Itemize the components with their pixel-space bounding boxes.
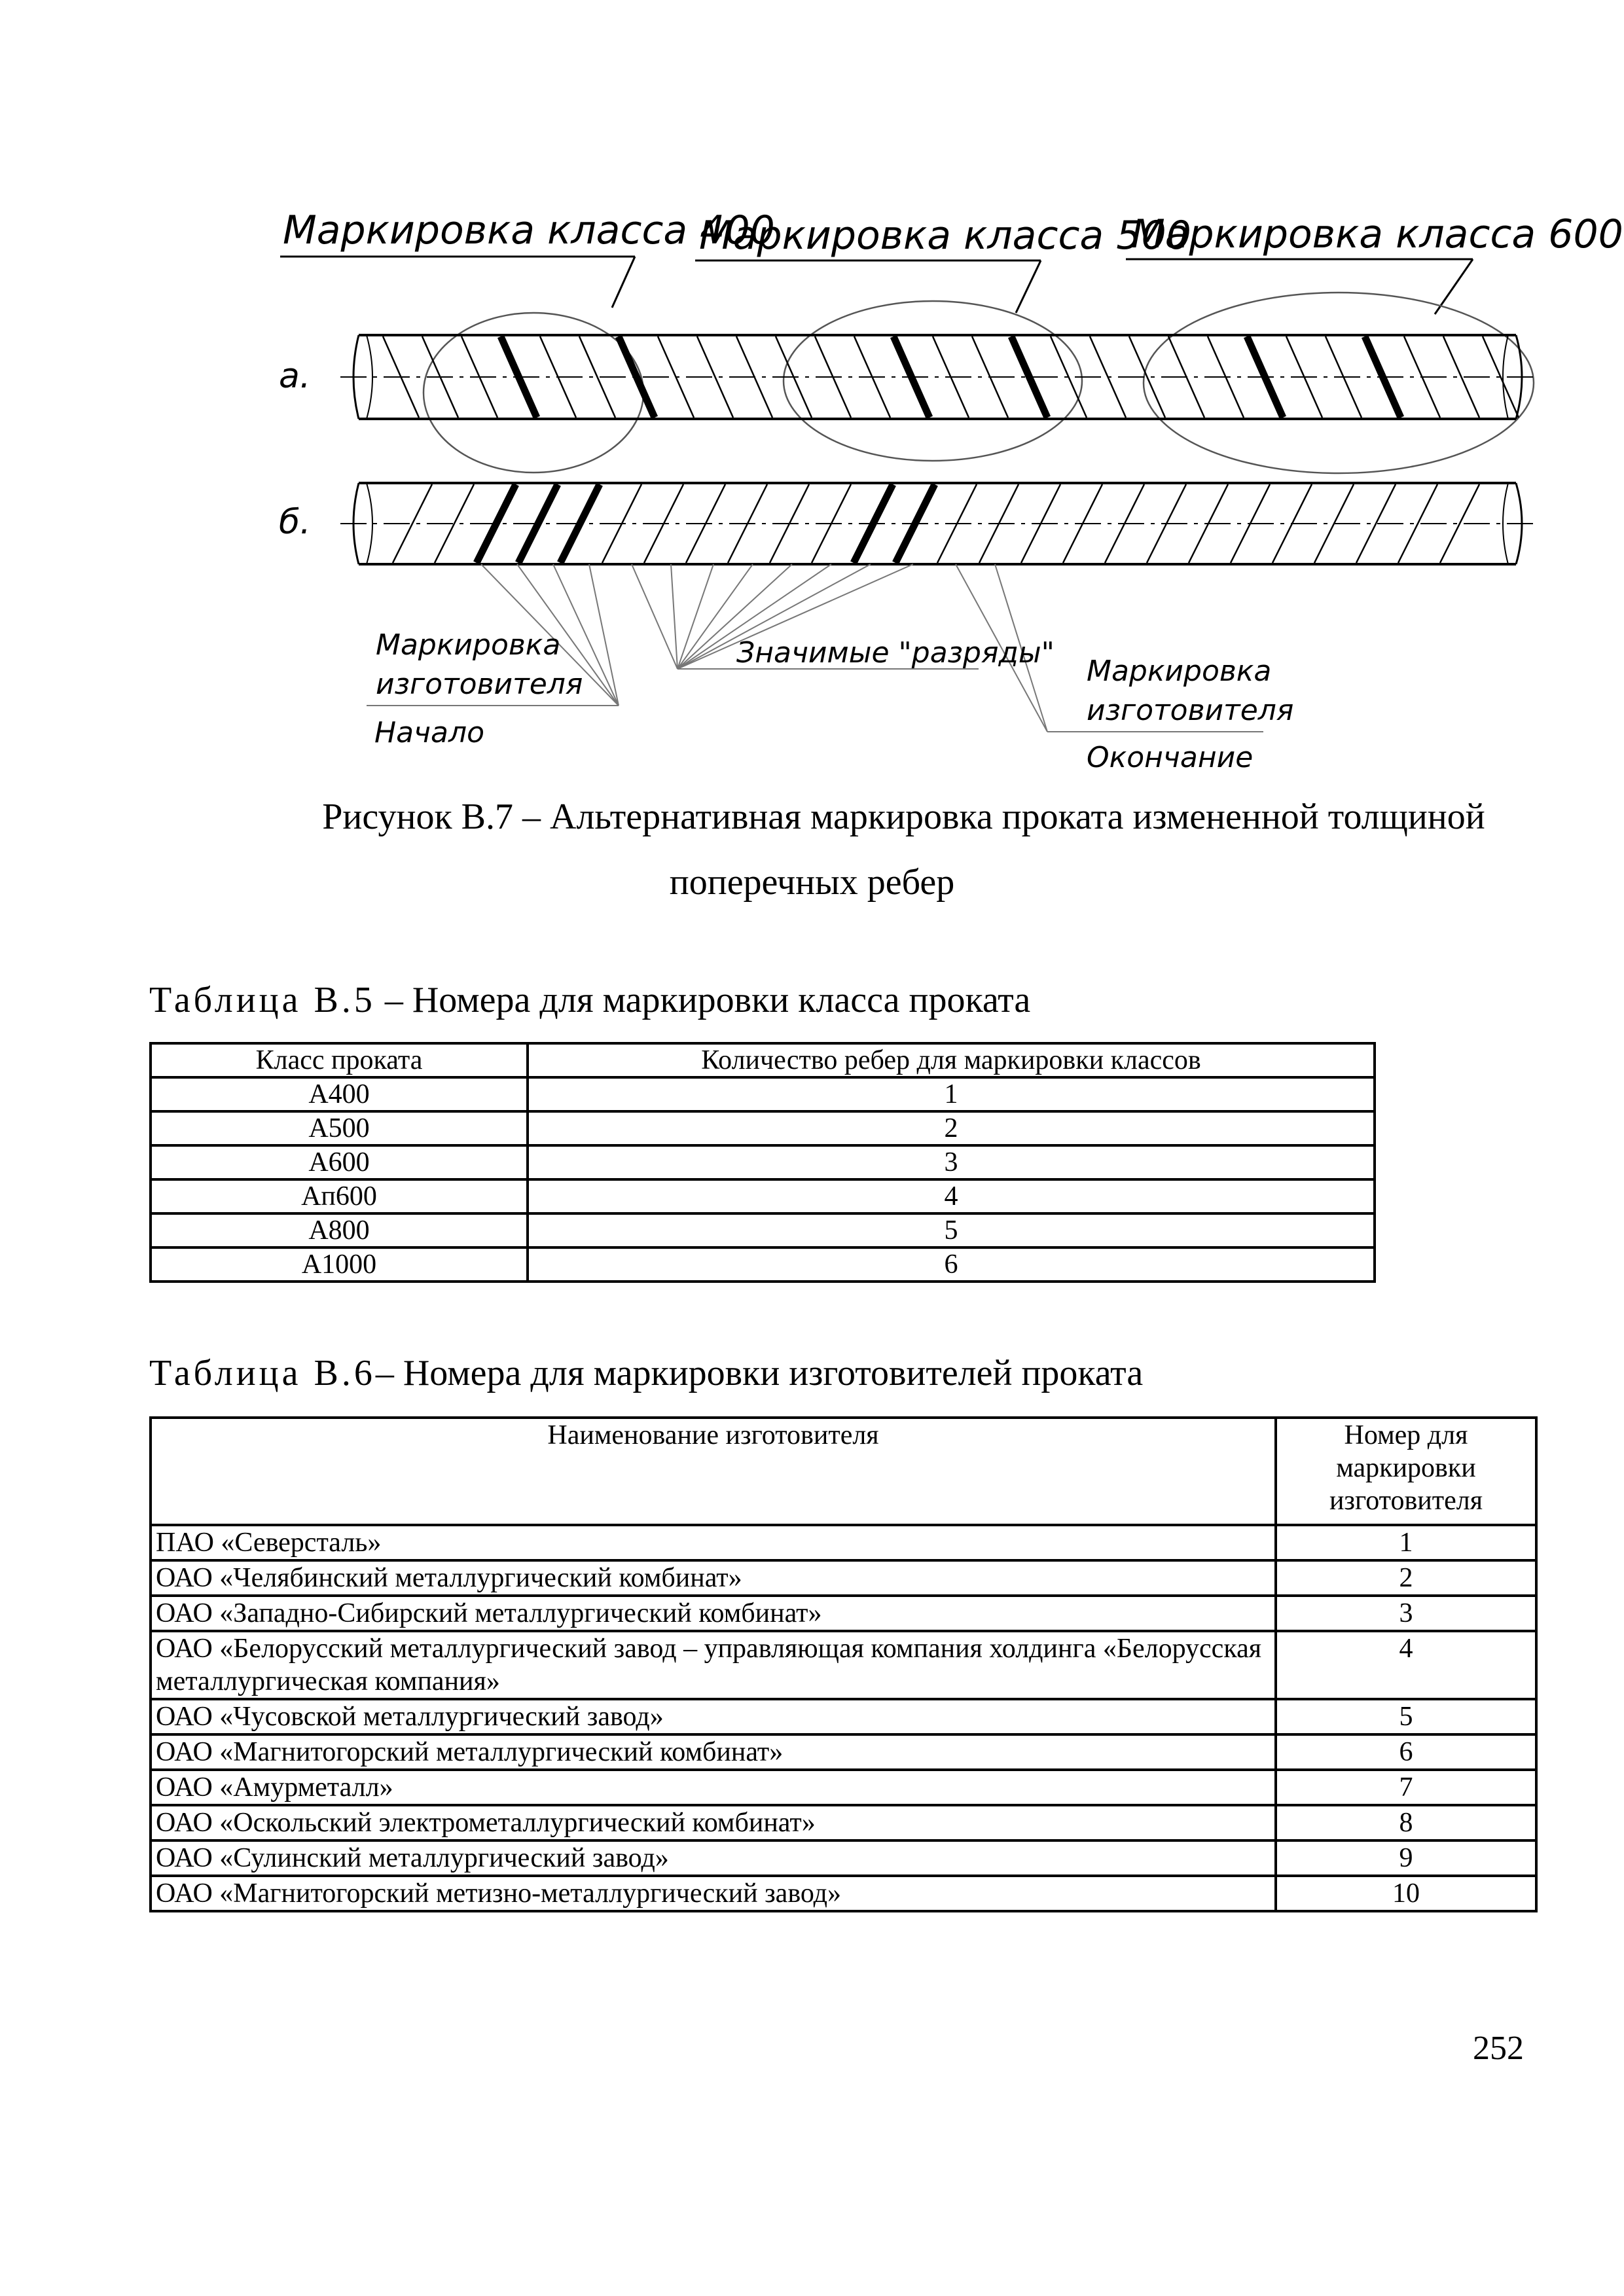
table-row — [151, 1734, 1536, 1770]
rebar-b — [340, 483, 1538, 564]
table-row — [151, 1805, 1536, 1840]
table-row — [151, 1560, 1536, 1596]
row-label-b: б. — [279, 503, 311, 542]
table5-ribs-cell: 5 — [528, 1213, 1375, 1247]
table-row — [151, 1145, 1375, 1179]
table6-title-label: Таблица В.6 — [149, 1353, 376, 1393]
table5-title — [149, 982, 1030, 1018]
table5-header-class: Класс проката — [151, 1043, 528, 1077]
table5-title-label: Таблица В.5 — [149, 980, 376, 1020]
class-600-highlight — [1144, 293, 1534, 473]
table6-name-cell: ОАО «Белорусский металлургический завод – управляющая компания холдинга «Белорусская металлургическая компания» — [151, 1631, 1276, 1699]
table-header-row — [151, 1043, 1375, 1077]
table6-number-cell: 1 — [1276, 1525, 1536, 1560]
label-manufacturer-end-1: Маркировка — [1087, 655, 1272, 688]
table-row — [151, 1247, 1375, 1282]
rebar-marking-figure — [0, 0, 1624, 798]
table6-name-cell: ОАО «Западно-Сибирский металлургический комбинат» — [151, 1596, 1276, 1631]
table6-name-cell: ОАО «Оскольский электрометаллургический комбинат» — [151, 1805, 1276, 1840]
table6-name-cell: ОАО «Магнитогорский метизно-металлургический завод» — [151, 1876, 1276, 1911]
table5-ribs-cell: 4 — [528, 1179, 1375, 1213]
table-row — [151, 1876, 1536, 1911]
table-row — [151, 1699, 1536, 1734]
table5-title-text: – Номера для маркировки класса проката — [375, 980, 1031, 1020]
rebar-a — [340, 335, 1538, 419]
table-row — [151, 1111, 1375, 1145]
table5-ribs-cell: 3 — [528, 1145, 1375, 1179]
table6-number-cell: 4 — [1276, 1631, 1536, 1699]
table6-number-cell: 10 — [1276, 1876, 1536, 1911]
table5-class-cell: А500 — [151, 1111, 528, 1145]
table6-header-number: Номер для маркировки изготовителя — [1276, 1418, 1536, 1525]
table6-name-cell: ОАО «Чусовской металлургический завод» — [151, 1699, 1276, 1734]
table6-name-cell: ОАО «Сулинский металлургический завод» — [151, 1840, 1276, 1876]
label-manufacturer-end-2: изготовителя — [1087, 694, 1294, 727]
table5-ribs-cell: 2 — [528, 1111, 1375, 1145]
table6-number-cell: 3 — [1276, 1596, 1536, 1631]
class-400-highlight — [424, 313, 643, 473]
row-label-a: а. — [279, 357, 311, 396]
table-header-row — [151, 1418, 1536, 1525]
table6-name-cell: ПАО «Северсталь» — [151, 1525, 1276, 1560]
table6-title-text: – Номера для маркировки изготовителей проката — [375, 1353, 1144, 1393]
label-manufacturer-start-1: Маркировка — [376, 628, 561, 662]
label-class-600: Маркировка класса 600 — [1131, 211, 1623, 257]
table-row — [151, 1840, 1536, 1876]
table6-name-cell: ОАО «Челябинский металлургический комбинат» — [151, 1560, 1276, 1596]
table6-number-cell: 9 — [1276, 1840, 1536, 1876]
table6-header-name: Наименование изготовителя — [151, 1418, 1276, 1525]
table-row — [151, 1596, 1536, 1631]
table-class-marking — [149, 1042, 1376, 1283]
table-manufacturer-marking — [149, 1416, 1538, 1912]
label-class-400: Маркировка класса 400 — [283, 207, 775, 253]
table5-header-ribs: Количество ребер для маркировки классов — [528, 1043, 1375, 1077]
label-manufacturer-start-2: изготовителя — [376, 668, 583, 701]
table5-class-cell: А400 — [151, 1077, 528, 1111]
table5-class-cell: А600 — [151, 1145, 528, 1179]
table-row — [151, 1179, 1375, 1213]
table6-title — [149, 1355, 1143, 1391]
label-end: Окончание — [1087, 741, 1254, 774]
table6-number-cell: 8 — [1276, 1805, 1536, 1840]
table6-name-cell: ОАО «Магнитогорский металлургический комбинат» — [151, 1734, 1276, 1770]
table5-ribs-cell: 6 — [528, 1247, 1375, 1282]
page-number: 252 — [1473, 2030, 1524, 2067]
class-500-highlight — [784, 301, 1082, 461]
table6-name-cell: ОАО «Амурметалл» — [151, 1770, 1276, 1805]
table5-class-cell: Ап600 — [151, 1179, 528, 1213]
table-row — [151, 1213, 1375, 1247]
figure-caption-line2: поперечных ребер — [669, 862, 955, 903]
table5-ribs-cell: 1 — [528, 1077, 1375, 1111]
table5-class-cell: А1000 — [151, 1247, 528, 1282]
table-row — [151, 1770, 1536, 1805]
table-row — [151, 1077, 1375, 1111]
table6-number-cell: 7 — [1276, 1770, 1536, 1805]
table6-number-cell: 6 — [1276, 1734, 1536, 1770]
figure-caption-line1: Рисунок В.7 – Альтернативная маркировка проката измененной толщиной — [322, 797, 1485, 837]
table5-class-cell: А800 — [151, 1213, 528, 1247]
rib-line — [895, 484, 935, 563]
table-row — [151, 1631, 1536, 1699]
table-row — [151, 1525, 1536, 1560]
label-class-500: Маркировка класса 500 — [699, 213, 1191, 259]
table6-number-cell: 5 — [1276, 1699, 1536, 1734]
table6-number-cell: 2 — [1276, 1560, 1536, 1596]
label-start: Начало — [374, 716, 485, 749]
label-significant-digits: Значимые "разряды" — [736, 636, 1055, 670]
